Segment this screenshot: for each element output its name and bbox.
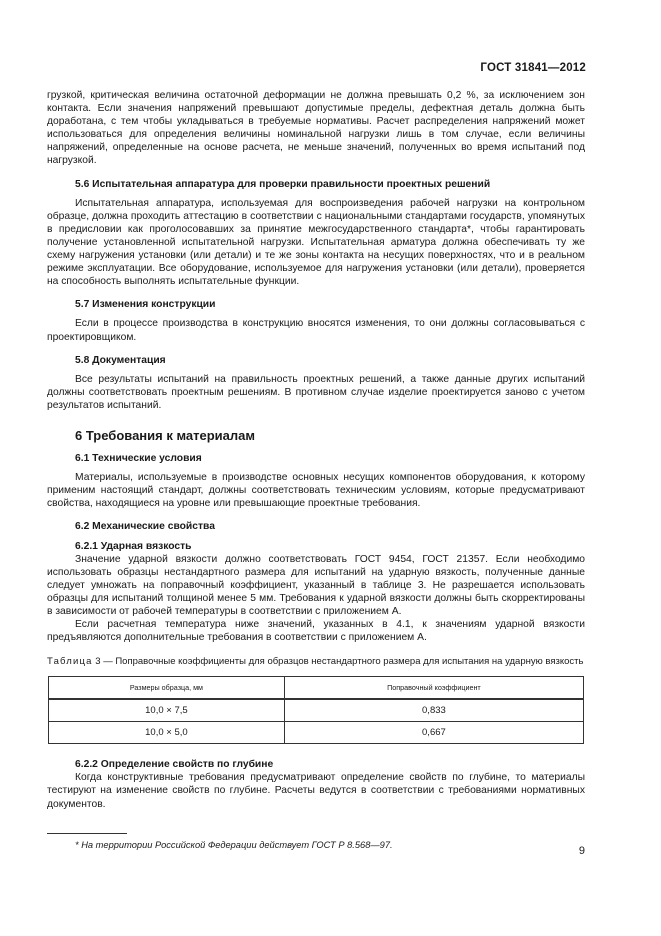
page-number: 9: [578, 845, 585, 857]
table-header-row: [49, 677, 584, 700]
document-header: ГОСТ 31841—2012: [480, 62, 586, 74]
footnote: * На территории Российской Федерации действует ГОСТ Р 8.568—97.: [75, 839, 393, 850]
section-6-2-2-heading: 6.2.2 Определение свойств по глубине: [75, 759, 274, 771]
table-cell-size: 10,0 × 7,5: [49, 699, 285, 722]
section-6-2-1-text-1: Значение ударной вязкости должно соответствовать ГОСТ 9454, ГОСТ 21357. Если необходимо использовать образцы нестандартного размера для испытаний на ударную вязкость, полученные данные следует умножать на поправочный коэффициент, указанный в таблице 3. Не разрешается использовать образцы для испытаний толщиной менее 5 мм. Требования к ударной вязкости должны быть скорректированы в зависимости от рабочей температуры в соответствии с приложением А.: [47, 553, 585, 617]
section-6-heading: 6 Требования к материалам: [75, 427, 256, 443]
section-5-6-text: Испытательная аппаратура, используемая для воспроизведения рабочей нагрузки на контрольном образце, должна проходить аттестацию в соответствии с национальными стандартами государств, упомянутых в предисловии как проголосовавших за принятие межгосударственного стандарта*, чтобы гарантировать получение установленной испытательной нагрузки. Испытательная арматура должна обеспечивать ту же схему нагружения установки (или детали) и те же зоны контакта на несущих поверхностях, что и в реальном режиме эксплуатации. Все оборудование, используемое для нагружения установки (или детали), проверяется на способность выполнять испытательные функции.: [47, 197, 585, 288]
section-6-1-text: Материалы, используемые в производстве основных несущих компонентов оборудования, к которому применим настоящий стандарт, должны соответствовать техническим условиям, которые предусматривают свойства, находящиеся на уровне или превышающие проектные требования.: [47, 472, 585, 510]
section-6-2-1-text-2: Если расчетная температура ниже значений, указанных в 4.1, к значениям ударной вязкости предъявляются дополнительные требования в соответствии с приложением А.: [47, 619, 585, 644]
table-row: [49, 722, 584, 744]
table-cell-coefficient: 0,667: [284, 722, 583, 744]
section-5-8-heading: 5.8 Документация: [75, 354, 166, 366]
table-header-coefficient: Поправочный коэффициент: [284, 677, 583, 700]
table-3-caption: [47, 656, 585, 668]
intro-paragraph: грузкой, критическая величина остаточной деформации не должна превышать 0,2 %, за исключением зон контакта. Если значения напряжений превышают допустимые пределы, дефектная деталь должна быть доработана, с тем чтобы укладываться в требуемые нормативы. Расчет распределения напряжений может использоваться для определения величины номинальной нагрузки лишь в том случае, если величины напряжений, определенные на основе расчета, не меньше значений, полученных во время испытаний под нагрузкой.: [47, 90, 585, 167]
table-cell-coefficient: 0,833: [284, 699, 583, 722]
section-6-2-1-heading: 6.2.1 Ударная вязкость: [75, 540, 192, 552]
table-row: [49, 699, 584, 722]
table-header-size: Размеры образца, мм: [49, 677, 285, 700]
table-3: [48, 676, 584, 744]
table-caption-label: Таблица: [47, 656, 93, 668]
section-5-6-heading: 5.6 Испытательная аппаратура для проверки правильности проектных решений: [75, 178, 491, 190]
section-6-1-heading: 6.1 Технические условия: [75, 453, 202, 465]
table-cell-size: 10,0 × 5,0: [49, 722, 285, 744]
page-body: [47, 89, 585, 852]
section-5-7-heading: 5.7 Изменения конструкции: [75, 299, 216, 311]
section-6-2-heading: 6.2 Механические свойства: [75, 521, 215, 533]
table-caption-text: 3 — Поправочные коэффициенты для образцов нестандартного размера для испытания на ударную вязкость: [92, 656, 584, 668]
section-5-7-text: Если в процессе производства в конструкцию вносятся изменения, то они должны согласовываться с проектировщиком.: [47, 318, 585, 343]
section-6-2-2-text: Когда конструктивные требования предусматривают определение свойств по глубине, то материалы тестируют на изменение свойств по глубине. Расчеты ведутся в соответствии с требованиями нормативных документов.: [47, 772, 585, 810]
section-5-8-text: Все результаты испытаний на правильность проектных решений, а также данные других испытаний должны соответствовать проектным решениям. В противном случае изделие проектируется заново с учетом результатов испытаний.: [47, 373, 585, 411]
footnote-divider: [47, 833, 127, 834]
